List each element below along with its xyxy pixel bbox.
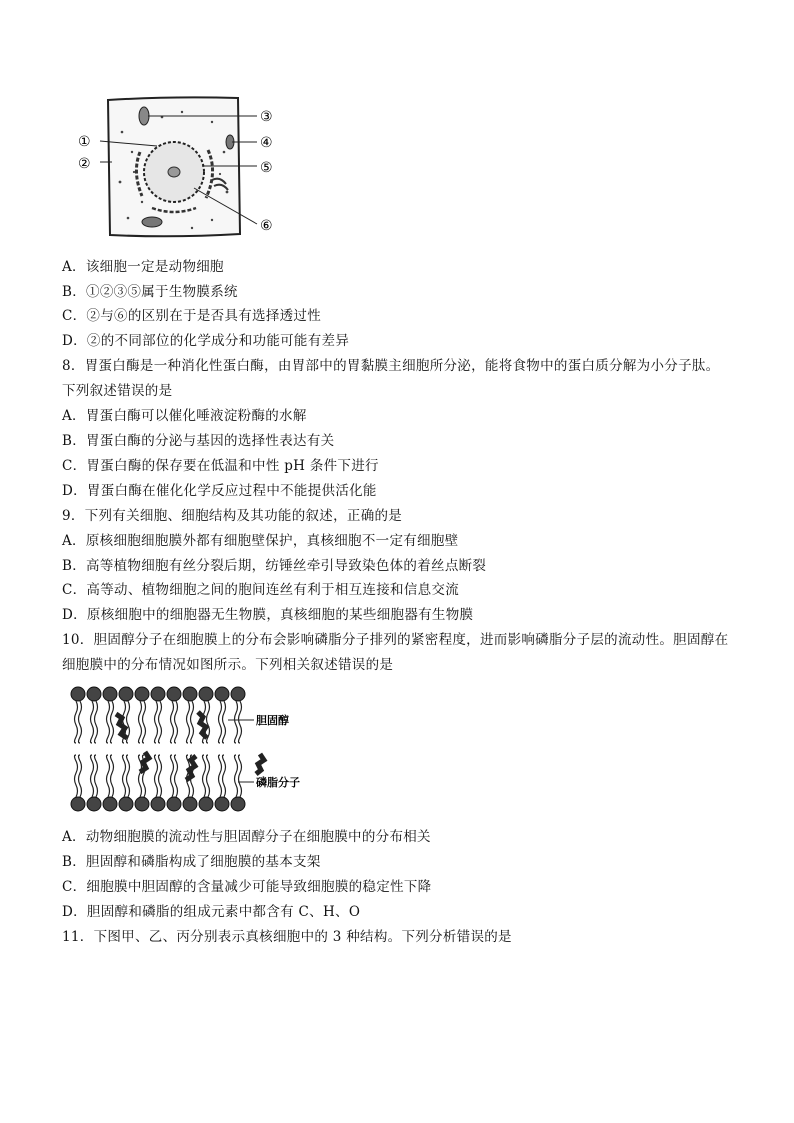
- phospholipid-head: [119, 687, 133, 701]
- phospholipid-tail: [159, 755, 162, 797]
- phospholipid-tail: [91, 755, 94, 797]
- phospholipid-head: [183, 797, 197, 811]
- phospholipid-tail: [95, 701, 98, 743]
- q9-stem: 9．下列有关细胞、细胞结构及其功能的叙述，正确的是: [62, 508, 403, 524]
- phospholipid-head: [167, 797, 181, 811]
- q7-option-b: B．①②③⑤属于生物膜系统: [62, 284, 238, 300]
- phospholipid-tail: [143, 701, 146, 743]
- phospholipid-tail: [95, 755, 98, 797]
- phospholipid-tail: [155, 755, 158, 797]
- q10-option-d: D．胆固醇和磷脂的组成元素中都含有 C、H、O: [62, 904, 361, 920]
- callout-6: ⑥: [260, 218, 273, 234]
- q7-option-c: C．②与⑥的区别在于是否具有选择透过性: [62, 308, 322, 324]
- phospholipid-head: [135, 797, 149, 811]
- callout-2: ②: [78, 156, 91, 172]
- phospholipid-tail: [239, 701, 242, 743]
- q8-stem-line1: 8．胃蛋白酶是一种消化性蛋白酶，由胃部中的胃黏膜主细胞所分泌，能将食物中的蛋白质分解为小分子肽。: [62, 358, 720, 374]
- q10-stem-line1: 10．胆固醇分子在细胞膜上的分布会影响磷脂分子排列的紧密程度，进而影响磷脂分子层的流动性。胆固醇在: [62, 632, 729, 648]
- phospholipid-tail: [107, 701, 110, 743]
- phospholipid-head: [199, 797, 213, 811]
- phospholipid-tail: [223, 701, 226, 743]
- label-phospholipid: 磷脂分子: [256, 777, 300, 789]
- phospholipid-tail: [223, 755, 226, 797]
- phospholipid-head: [215, 687, 229, 701]
- callout-5: ⑤: [260, 160, 273, 176]
- phospholipid-tail: [111, 701, 114, 743]
- phospholipid-tail: [207, 755, 210, 797]
- phospholipid-tail: [235, 701, 238, 743]
- phospholipid-head: [135, 687, 149, 701]
- q8-option-c: C．胃蛋白酶的保存要在低温和中性 pH 条件下进行: [62, 458, 379, 474]
- q10-stem-line2: 细胞膜中的分布情况如图所示。下列相关叙述错误的是: [62, 657, 394, 673]
- phospholipid-tail: [239, 755, 242, 797]
- cell-diagram: [62, 92, 302, 242]
- q9-option-d: D．原核细胞中的细胞器无生物膜，真核细胞的某些细胞器有生物膜: [62, 607, 474, 623]
- phospholipid-tail: [79, 755, 82, 797]
- cell-figure: [62, 92, 302, 242]
- phospholipid-tail: [159, 701, 162, 743]
- phospholipid-head: [215, 797, 229, 811]
- phospholipid-head: [103, 687, 117, 701]
- phospholipid-tail: [127, 755, 130, 797]
- phospholipid-head: [103, 797, 117, 811]
- q8-stem-line2: 下列叙述错误的是: [62, 383, 173, 399]
- q8-option-d: D．胃蛋白酶在催化化学反应过程中不能提供活化能: [62, 483, 377, 499]
- phospholipid-tail: [219, 701, 222, 743]
- callout-1: ①: [78, 134, 91, 150]
- phospholipid-head: [151, 797, 165, 811]
- phospholipid-tail: [203, 755, 206, 797]
- label-cholesterol: 胆固醇: [256, 715, 289, 727]
- q9-option-c: C．高等动、植物细胞之间的胞间连丝有利于相互连接和信息交流: [62, 582, 460, 598]
- phospholipid-head: [87, 797, 101, 811]
- q10-option-b: B．胆固醇和磷脂构成了细胞膜的基本支架: [62, 854, 321, 870]
- phospholipid-tail: [79, 701, 82, 743]
- q11-stem: 11．下图甲、乙、丙分别表示真核细胞中的 3 种结构。下列分析错误的是: [62, 929, 512, 945]
- q10-option-c: C．细胞膜中胆固醇的含量减少可能导致细胞膜的稳定性下降: [62, 879, 432, 895]
- phospholipid-tail: [139, 701, 142, 743]
- q8-option-b: B．胃蛋白酶的分泌与基因的选择性表达有关: [62, 433, 335, 449]
- phospholipid-head: [183, 687, 197, 701]
- phospholipid-tail: [187, 701, 190, 743]
- phospholipid-tail: [175, 755, 178, 797]
- q7-option-d: D．②的不同部位的化学成分和功能可能有差异: [62, 333, 350, 349]
- phospholipid-tail: [91, 701, 94, 743]
- phospholipid-head: [71, 797, 85, 811]
- callout-4: ④: [260, 135, 273, 151]
- phospholipid-tail: [107, 755, 110, 797]
- phospholipid-tail: [219, 755, 222, 797]
- phospholipid-head: [71, 687, 85, 701]
- q7-option-a: A．该细胞一定是动物细胞: [62, 259, 224, 275]
- phospholipid-head: [231, 687, 245, 701]
- phospholipid-tail: [171, 755, 174, 797]
- phospholipid-tail: [175, 701, 178, 743]
- phospholipid-tail: [171, 701, 174, 743]
- phospholipid-tail: [235, 755, 238, 797]
- phospholipid-head: [151, 687, 165, 701]
- q9-option-b: B．高等植物细胞有丝分裂后期，纺锤丝牵引导致染色体的着丝点断裂: [62, 558, 487, 574]
- phospholipid-tail: [123, 755, 126, 797]
- membrane-diagram: [68, 684, 318, 818]
- phospholipid-tail: [191, 701, 194, 743]
- phospholipid-tail: [75, 755, 78, 797]
- q10-option-a: A．动物细胞膜的流动性与胆固醇分子在细胞膜中的分布相关: [62, 829, 431, 845]
- phospholipid-tail: [75, 701, 78, 743]
- q8-option-a: A．胃蛋白酶可以催化唾液淀粉酶的水解: [62, 408, 307, 424]
- callout-3: ③: [260, 109, 273, 125]
- phospholipid-head: [87, 687, 101, 701]
- phospholipid-head: [231, 797, 245, 811]
- phospholipid-tail: [111, 755, 114, 797]
- membrane-figure: [68, 684, 318, 818]
- phospholipid-head: [167, 687, 181, 701]
- phospholipid-head: [119, 797, 133, 811]
- phospholipid-tail: [155, 701, 158, 743]
- phospholipid-head: [199, 687, 213, 701]
- q9-option-a: A．原核细胞细胞膜外都有细胞壁保护，真核细胞不一定有细胞壁: [62, 533, 459, 549]
